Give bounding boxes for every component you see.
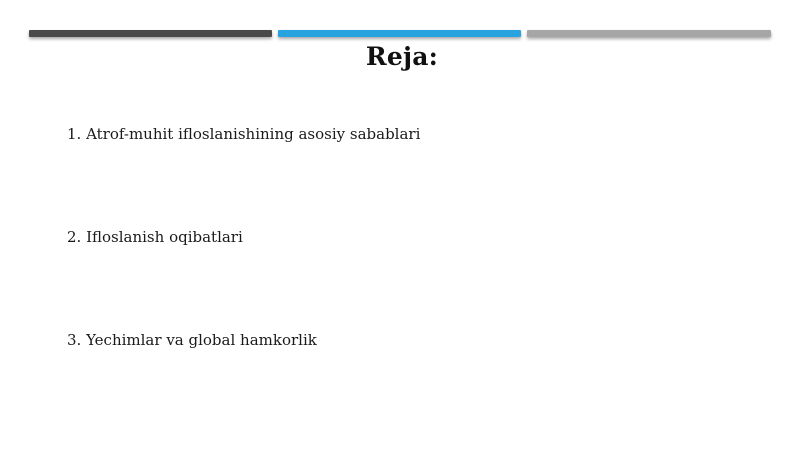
- header-bar-dark: [29, 30, 272, 37]
- plan-item: 3. Yechimlar va global hamkorlik: [67, 331, 317, 349]
- plan-item: 2. Ifloslanish oqibatlari: [67, 228, 243, 246]
- slide-title: Reja:: [365, 42, 439, 71]
- plan-item: 1. Atrof-muhit ifloslanishining asosiy sabablari: [67, 125, 421, 143]
- header-bar-gray: [527, 30, 771, 37]
- header-bar-blue: [278, 30, 521, 37]
